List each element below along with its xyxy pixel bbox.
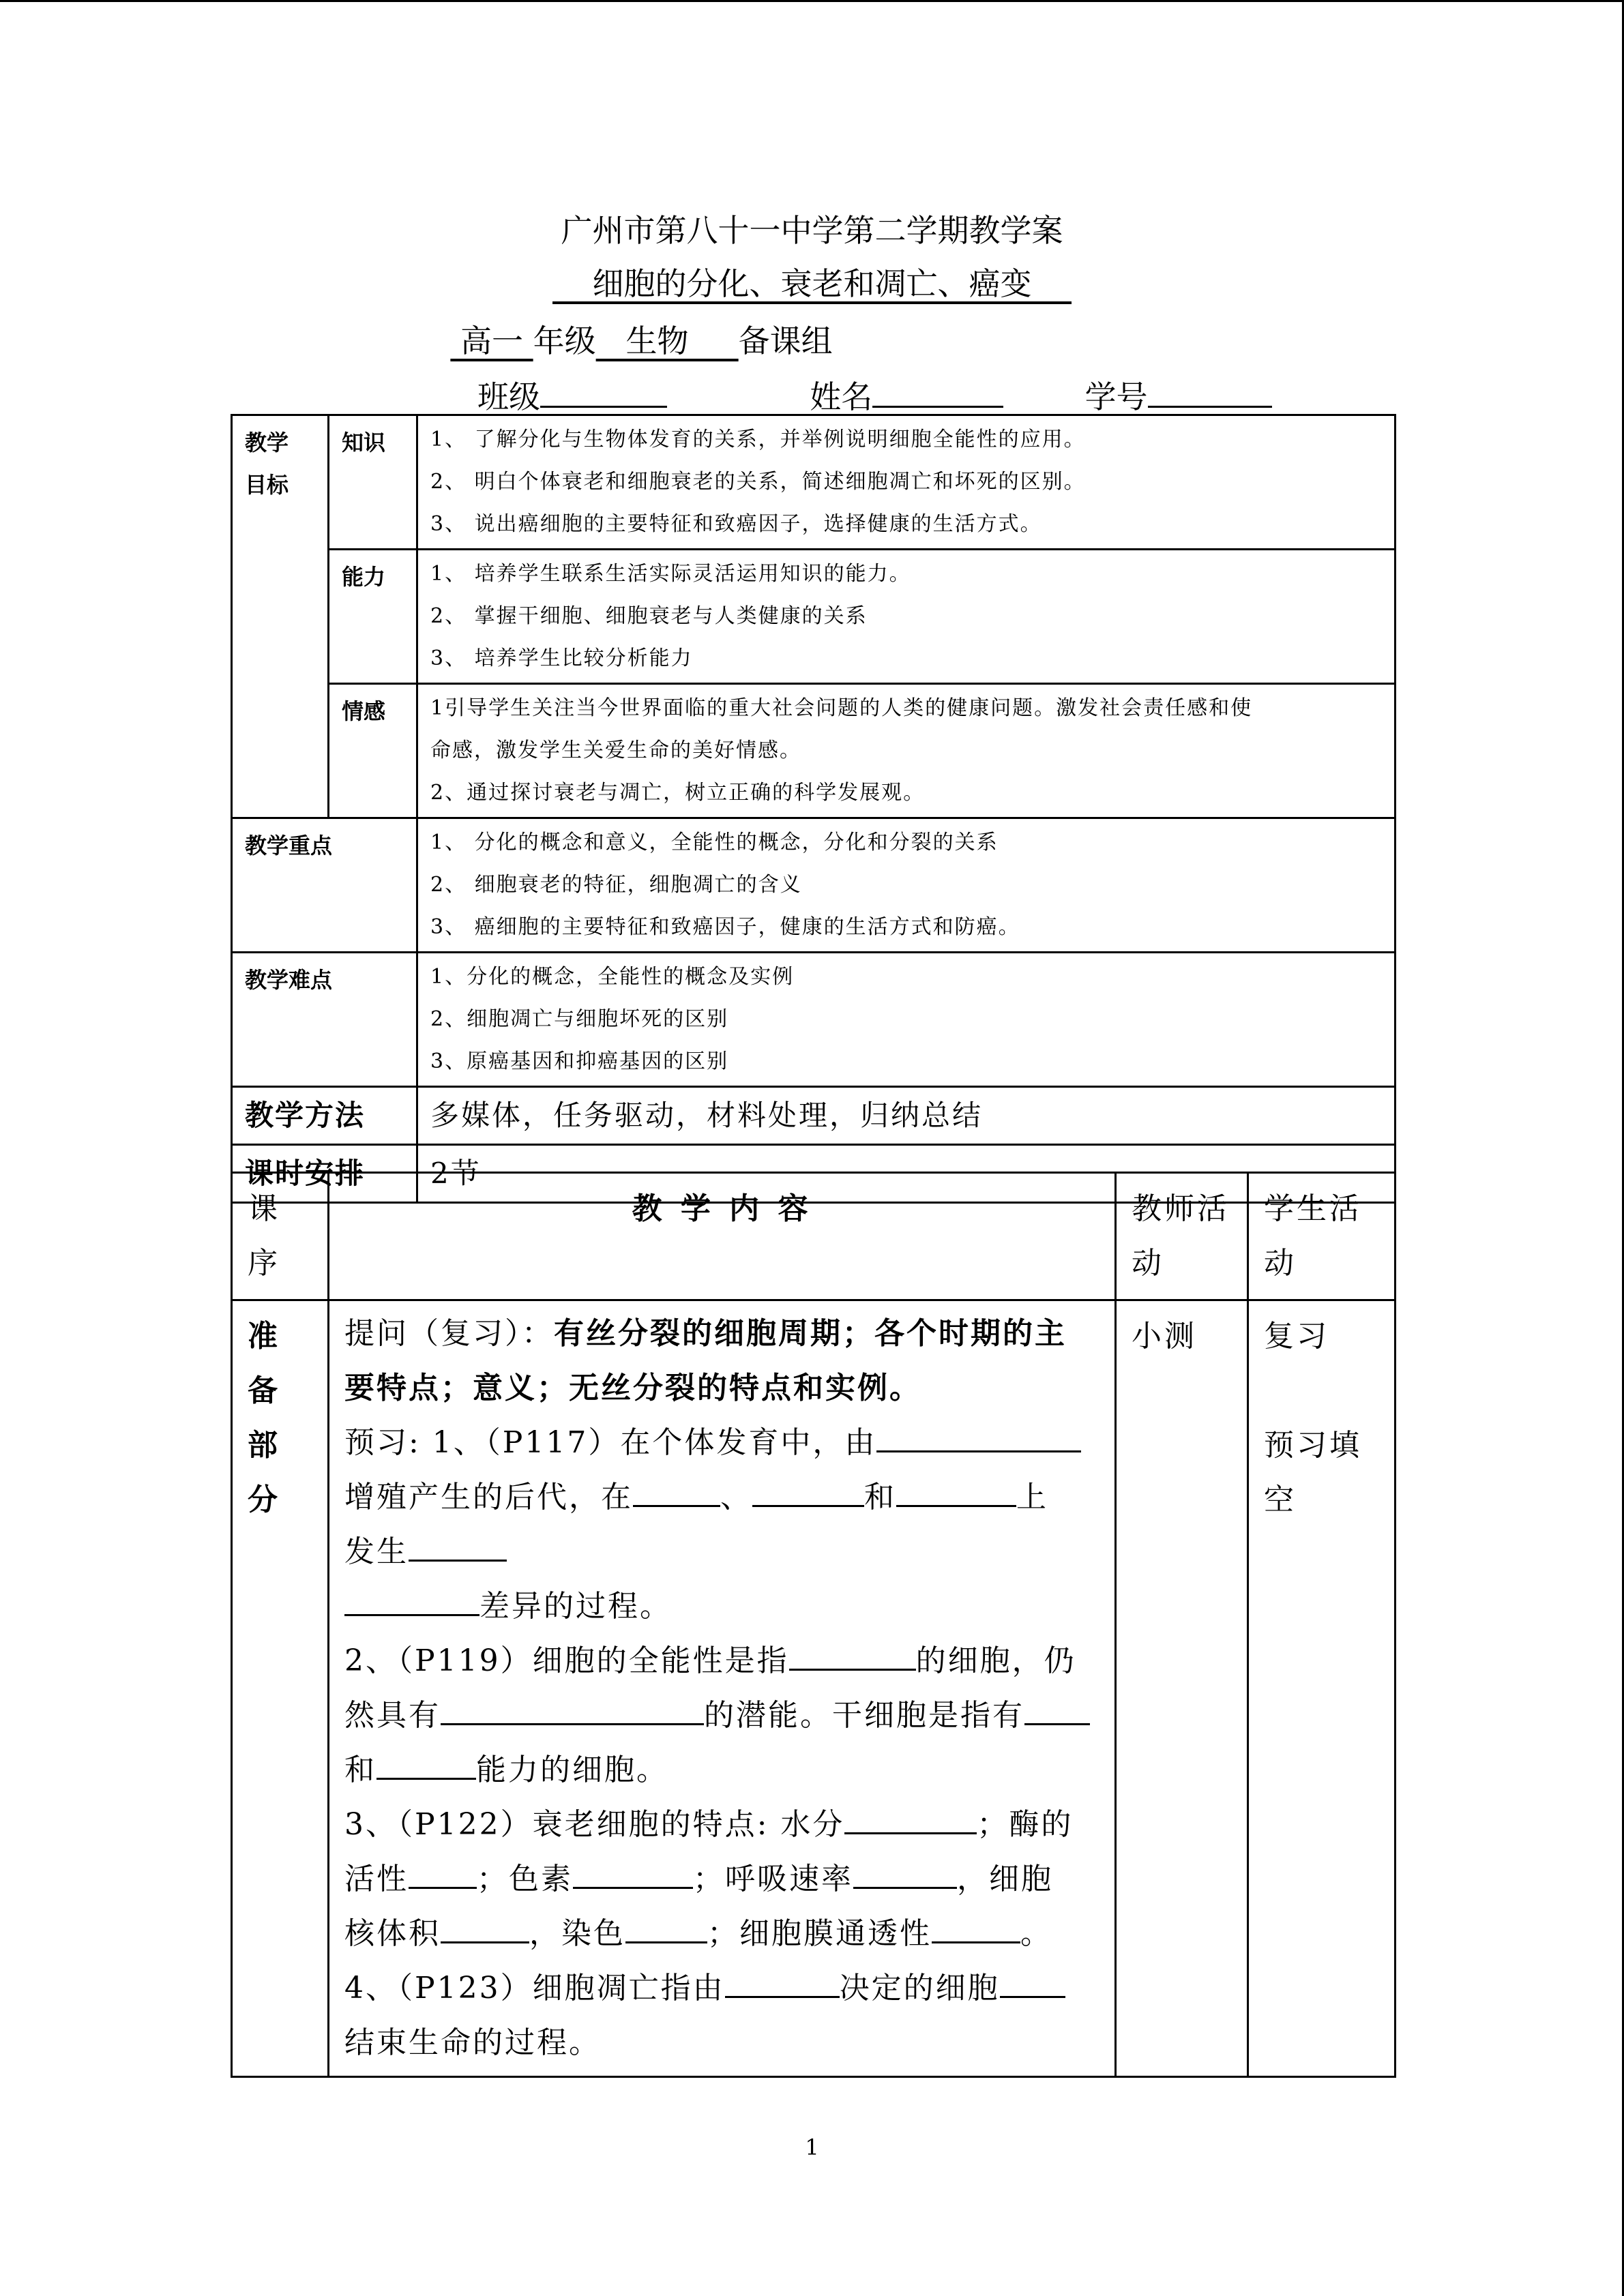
list-item: 2、细胞凋亡与细胞坏死的区别 [430, 1007, 729, 1031]
fill-blank[interactable] [441, 1913, 529, 1943]
knowledge-label: 知识 [329, 415, 417, 550]
objectives-emotion-row [232, 684, 1396, 818]
difficulties-list [417, 953, 1396, 1087]
preview-item-4: 4、（P123）细胞凋亡指由 决定的细胞 [344, 1961, 1099, 2016]
preview-item-3: 3、（P122）衰老细胞的特点: 水分 ；酶的 [344, 1798, 1099, 1852]
school-title: 广州市第八十一中学第二学期教学案 [561, 212, 1063, 249]
list-item: 3、原癌基因和抑癌基因的区别 [430, 1049, 729, 1073]
list-item: 2、 明白个体衰老和细胞衰老的关系，简述细胞凋亡和坏死的区别。 [430, 470, 1086, 494]
review-question-cont: 要特点；意义；无丝分裂的特点和实例。 [344, 1371, 921, 1405]
schedule-value: 2节 [417, 1145, 1396, 1203]
list-item: 3、 癌细胞的主要特征和致癌因子，健康的生活方式和防癌。 [430, 915, 1020, 939]
preview-item-3-cont2: 核体积 ，染色 ；细胞膜通透性 。 [344, 1907, 1099, 1961]
key-points-list [417, 818, 1396, 953]
fill-blank[interactable] [725, 1967, 840, 1998]
fill-blank[interactable] [932, 1913, 1020, 1943]
method-value: 多媒体，任务驱动，材料处理，归纳总结 [417, 1087, 1396, 1145]
prep-content [329, 1300, 1116, 2077]
preview-item-2-cont: 然具有 的潜能。干细胞是指有 [344, 1688, 1099, 1743]
fill-blank[interactable] [1000, 1967, 1065, 1998]
preview-item-4-cont: 结束生命的过程。 [344, 2025, 601, 2060]
objectives-knowledge-row [232, 415, 1396, 550]
student-info-line [477, 372, 1272, 417]
fill-blank[interactable] [633, 1476, 720, 1507]
emotion-list [417, 684, 1396, 818]
fill-blank[interactable] [344, 1585, 479, 1616]
class-blank[interactable] [540, 378, 667, 408]
difficulties-label: 教学难点 [232, 953, 417, 1087]
preview-item-1-cont3: 差异的过程。 [344, 1579, 1099, 1634]
method-label: 教学方法 [232, 1087, 417, 1145]
grade-subject-line [0, 316, 1453, 361]
method-row [232, 1087, 1396, 1145]
ability-label: 能力 [329, 550, 417, 684]
fill-blank[interactable] [409, 1531, 507, 1562]
name-label: 姓名 [810, 378, 873, 415]
subject-value: 生物 [625, 323, 689, 359]
preview-item-1-cont2: 发生 [344, 1525, 1099, 1579]
student-activity-header: 学生活 动 [1248, 1173, 1396, 1300]
list-item: 1、 培养学生联系生活实际灵活运用知识的能力。 [430, 562, 911, 586]
list-item: 3、 培养学生比较分析能力 [430, 646, 693, 670]
list-item: 2、 细胞衰老的特征，细胞凋亡的含义 [430, 873, 802, 897]
prep-label: 准备 部分 [232, 1300, 329, 2077]
fill-blank[interactable] [409, 1858, 477, 1889]
fill-blank[interactable] [441, 1695, 704, 1725]
key-points-label: 教学重点 [232, 818, 417, 953]
fill-blank[interactable] [896, 1476, 1016, 1507]
lesson-title [0, 259, 1624, 304]
page-number: 1 [805, 2134, 819, 2160]
preview-item-2: 2、（P119）细胞的全能性是指 的细胞，仍 [344, 1634, 1099, 1688]
difficulties-row [232, 953, 1396, 1087]
list-item: 2、通过探讨衰老与凋亡，树立正确的科学发展观。 [430, 781, 926, 805]
objectives-ability-row [232, 550, 1396, 684]
fill-blank[interactable] [752, 1476, 864, 1507]
fill-blank[interactable] [377, 1749, 476, 1780]
fill-blank[interactable] [844, 1804, 977, 1834]
name-blank[interactable] [872, 378, 1003, 408]
preview-item-2-cont2: 和 能力的细胞。 [344, 1743, 1099, 1798]
preview-item-1: 预习: 1、（P117）在个体发育中，由 [344, 1416, 1099, 1470]
content-header: 教 学 内 容 [329, 1173, 1116, 1300]
fill-blank[interactable] [573, 1858, 693, 1889]
ability-list [417, 550, 1396, 684]
preview-item-1-cont: 增殖产生的后代，在 、 和 上 [344, 1470, 1099, 1525]
order-header: 课序 [232, 1173, 329, 1300]
lesson-title-text: 细胞的分化、衰老和凋亡、癌变 [592, 265, 1032, 302]
content-header-row [232, 1173, 1396, 1300]
fill-blank[interactable] [1024, 1695, 1090, 1725]
fill-blank[interactable] [789, 1640, 916, 1671]
teacher-activity-header: 教师活 动 [1116, 1173, 1248, 1300]
list-item: 1、 分化的概念和意义，全能性的概念，分化和分裂的关系 [430, 831, 999, 854]
lesson-content-table [231, 1172, 1396, 2078]
number-blank[interactable] [1148, 378, 1272, 408]
key-points-row [232, 818, 1396, 953]
objectives-label: 教学 目标 [232, 415, 329, 818]
prep-row [232, 1300, 1396, 2077]
class-label: 班级 [477, 378, 540, 415]
list-item: 2、 掌握干细胞、细胞衰老与人类健康的关系 [430, 604, 868, 628]
group-suffix: 备课组 [738, 323, 833, 359]
teacher-activity: 小测 [1116, 1300, 1248, 2077]
list-item: 1引导学生关注当今世界面临的重大社会问题的人类的健康问题。激发社会责任感和使 [430, 696, 1253, 720]
schedule-label: 课时安排 [232, 1145, 417, 1203]
list-item: 命感，激发学生关爱生命的美好情感。 [430, 739, 801, 762]
preview-item-3-cont: 活性 ；色素 ；呼吸速率 ，细胞 [344, 1852, 1099, 1907]
fill-blank[interactable] [853, 1858, 957, 1889]
student-activity: 复习 预习填 空 [1248, 1300, 1396, 2077]
number-label: 学号 [1084, 378, 1148, 415]
list-item: 1、 了解分化与生物体发育的关系，并举例说明细胞全能性的应用。 [430, 428, 1086, 451]
review-question: 提问（复习）：有丝分裂的细胞周期；各个时期的主 [344, 1316, 1067, 1351]
grade-suffix: 年级 [533, 323, 596, 359]
page-top-border [0, 0, 1624, 2]
list-item: 1、分化的概念，全能性的概念及实例 [430, 965, 795, 989]
lesson-plan-table [231, 414, 1396, 1204]
fill-blank[interactable] [625, 1913, 707, 1943]
fill-blank[interactable] [876, 1422, 1081, 1452]
knowledge-list [417, 415, 1396, 550]
emotion-label: 情感 [329, 684, 417, 818]
list-item: 3、 说出癌细胞的主要特征和致癌因子，选择健康的生活方式。 [430, 512, 1042, 536]
grade-value: 高一 [460, 323, 523, 359]
